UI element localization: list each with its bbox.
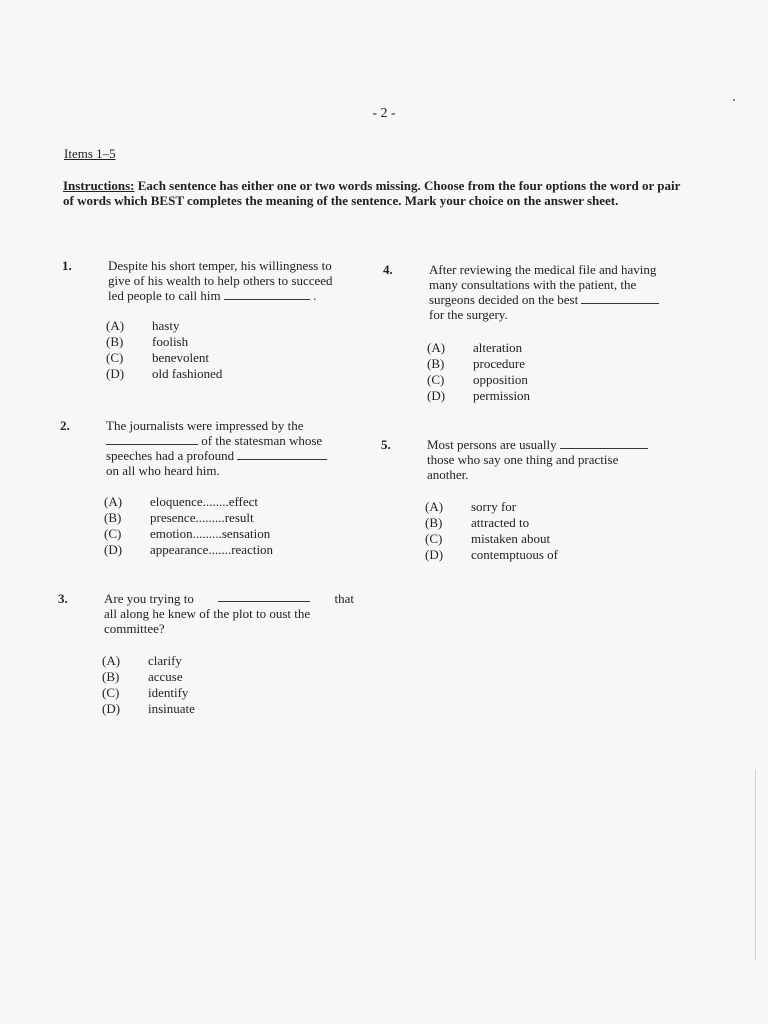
question-line-text: Most persons are usually (427, 437, 557, 452)
question-line: another. (427, 467, 469, 482)
scan-speck (733, 99, 735, 101)
option-text: permission (473, 388, 531, 403)
question-5 (381, 437, 686, 567)
option-d (104, 542, 273, 558)
question-text (427, 437, 686, 482)
question-line (106, 433, 360, 448)
question-line (106, 448, 360, 463)
option-letter: (B) (104, 510, 122, 525)
question-line: all along he knew of the plot to oust the (104, 606, 311, 621)
scan-edge-line (755, 770, 756, 960)
options-list (106, 318, 222, 382)
option-letter: (A) (104, 494, 123, 509)
options-list (427, 340, 530, 404)
options-list (425, 499, 558, 563)
question-line: those who say one thing and practise (427, 452, 619, 467)
question-line (427, 437, 686, 452)
option-letter: (D) (425, 547, 444, 562)
question-line (108, 288, 362, 303)
option-letter: (A) (106, 318, 125, 333)
option-b (425, 515, 558, 531)
option-text: identify (148, 685, 189, 700)
option-text: contemptuous of (471, 547, 559, 562)
question-number: 4. (383, 262, 393, 277)
question-line (429, 292, 688, 307)
option-d (425, 547, 558, 563)
option-d (106, 366, 222, 382)
question-number: 1. (62, 258, 72, 273)
answer-blank (218, 591, 310, 602)
option-text: appearance.......reaction (150, 542, 274, 557)
option-a (102, 653, 195, 669)
question-text (106, 418, 360, 478)
question-line-text: Are you trying to (104, 591, 194, 606)
option-text: clarify (148, 653, 182, 668)
option-letter: (B) (102, 669, 120, 684)
question-text (104, 591, 358, 636)
page-number: - 2 - (372, 106, 396, 121)
answer-blank (106, 434, 198, 445)
option-b (104, 510, 273, 526)
question-line-text: of the statesman whose (201, 433, 323, 448)
option-letter: (C) (427, 372, 445, 387)
option-b (427, 356, 530, 372)
option-text: presence.........result (150, 510, 254, 525)
option-letter: (D) (104, 542, 123, 557)
option-text: alteration (473, 340, 523, 355)
question-line (104, 591, 354, 606)
option-b (106, 334, 222, 350)
option-letter: (D) (427, 388, 446, 403)
option-letter: (D) (106, 366, 125, 381)
question-line-text: surgeons decided on the best (429, 292, 579, 307)
option-a (106, 318, 222, 334)
question-line: After reviewing the medical file and having (429, 262, 657, 277)
answer-blank (224, 289, 310, 300)
option-d (102, 701, 195, 717)
items-heading: Items 1–5 (64, 146, 116, 161)
question-2 (60, 418, 360, 563)
option-d (427, 388, 530, 404)
question-line-text: that (334, 591, 354, 606)
question-line-text: speeches had a profound (106, 448, 235, 463)
question-text (108, 258, 362, 303)
option-a (425, 499, 558, 515)
option-letter: (B) (106, 334, 124, 349)
option-letter: (C) (102, 685, 120, 700)
option-a (104, 494, 273, 510)
option-text: benevolent (152, 350, 210, 365)
option-c (106, 350, 222, 366)
question-line: for the surgery. (429, 307, 508, 322)
option-text: old fashioned (152, 366, 223, 381)
question-line: on all who heard him. (106, 463, 220, 478)
option-c (427, 372, 530, 388)
sentence-end: . (313, 288, 317, 303)
option-b (102, 669, 195, 685)
question-1 (62, 258, 362, 388)
option-a (427, 340, 530, 356)
question-line: The journalists were impressed by the (106, 418, 304, 433)
option-c (104, 526, 273, 542)
question-4 (383, 262, 688, 407)
option-text: procedure (473, 356, 525, 371)
question-text (429, 262, 688, 322)
option-letter: (C) (425, 531, 443, 546)
instructions-text: Each sentence has either one or two words missing. Choose from the four options the word or pair of words which BEST completes the meaning of the sentence. Mark your choice on the answer sheet. (63, 178, 681, 208)
question-line-text: led people to call him (108, 288, 221, 303)
question-line: Despite his short temper, his willingness to (108, 258, 332, 273)
question-number: 3. (58, 591, 68, 606)
option-letter: (B) (427, 356, 445, 371)
option-text: insinuate (148, 701, 195, 716)
question-number: 5. (381, 437, 391, 452)
option-c (425, 531, 558, 547)
options-list (102, 653, 195, 717)
question-line: committee? (104, 621, 165, 636)
option-letter: (A) (427, 340, 446, 355)
option-letter: (D) (102, 701, 121, 716)
option-text: eloquence........effect (150, 494, 259, 509)
option-text: accuse (148, 669, 183, 684)
option-letter: (A) (425, 499, 444, 514)
option-text: opposition (473, 372, 528, 387)
option-text: mistaken about (471, 531, 551, 546)
option-text: foolish (152, 334, 189, 349)
options-list (104, 494, 273, 558)
option-text: attracted to (471, 515, 530, 530)
option-letter: (B) (425, 515, 443, 530)
option-text: hasty (152, 318, 180, 333)
question-line: many consultations with the patient, the (429, 277, 637, 292)
option-letter: (C) (106, 350, 124, 365)
option-text: emotion.........sensation (150, 526, 271, 541)
option-c (102, 685, 195, 701)
question-number: 2. (60, 418, 70, 433)
instructions (63, 178, 683, 208)
option-letter: (C) (104, 526, 122, 541)
option-letter: (A) (102, 653, 121, 668)
question-3 (58, 591, 358, 721)
question-line: give of his wealth to help others to succeed (108, 273, 333, 288)
answer-blank (560, 438, 648, 449)
answer-blank (581, 293, 659, 304)
instructions-label: Instructions: (63, 178, 135, 193)
answer-blank (237, 449, 327, 460)
option-text: sorry for (471, 499, 517, 514)
